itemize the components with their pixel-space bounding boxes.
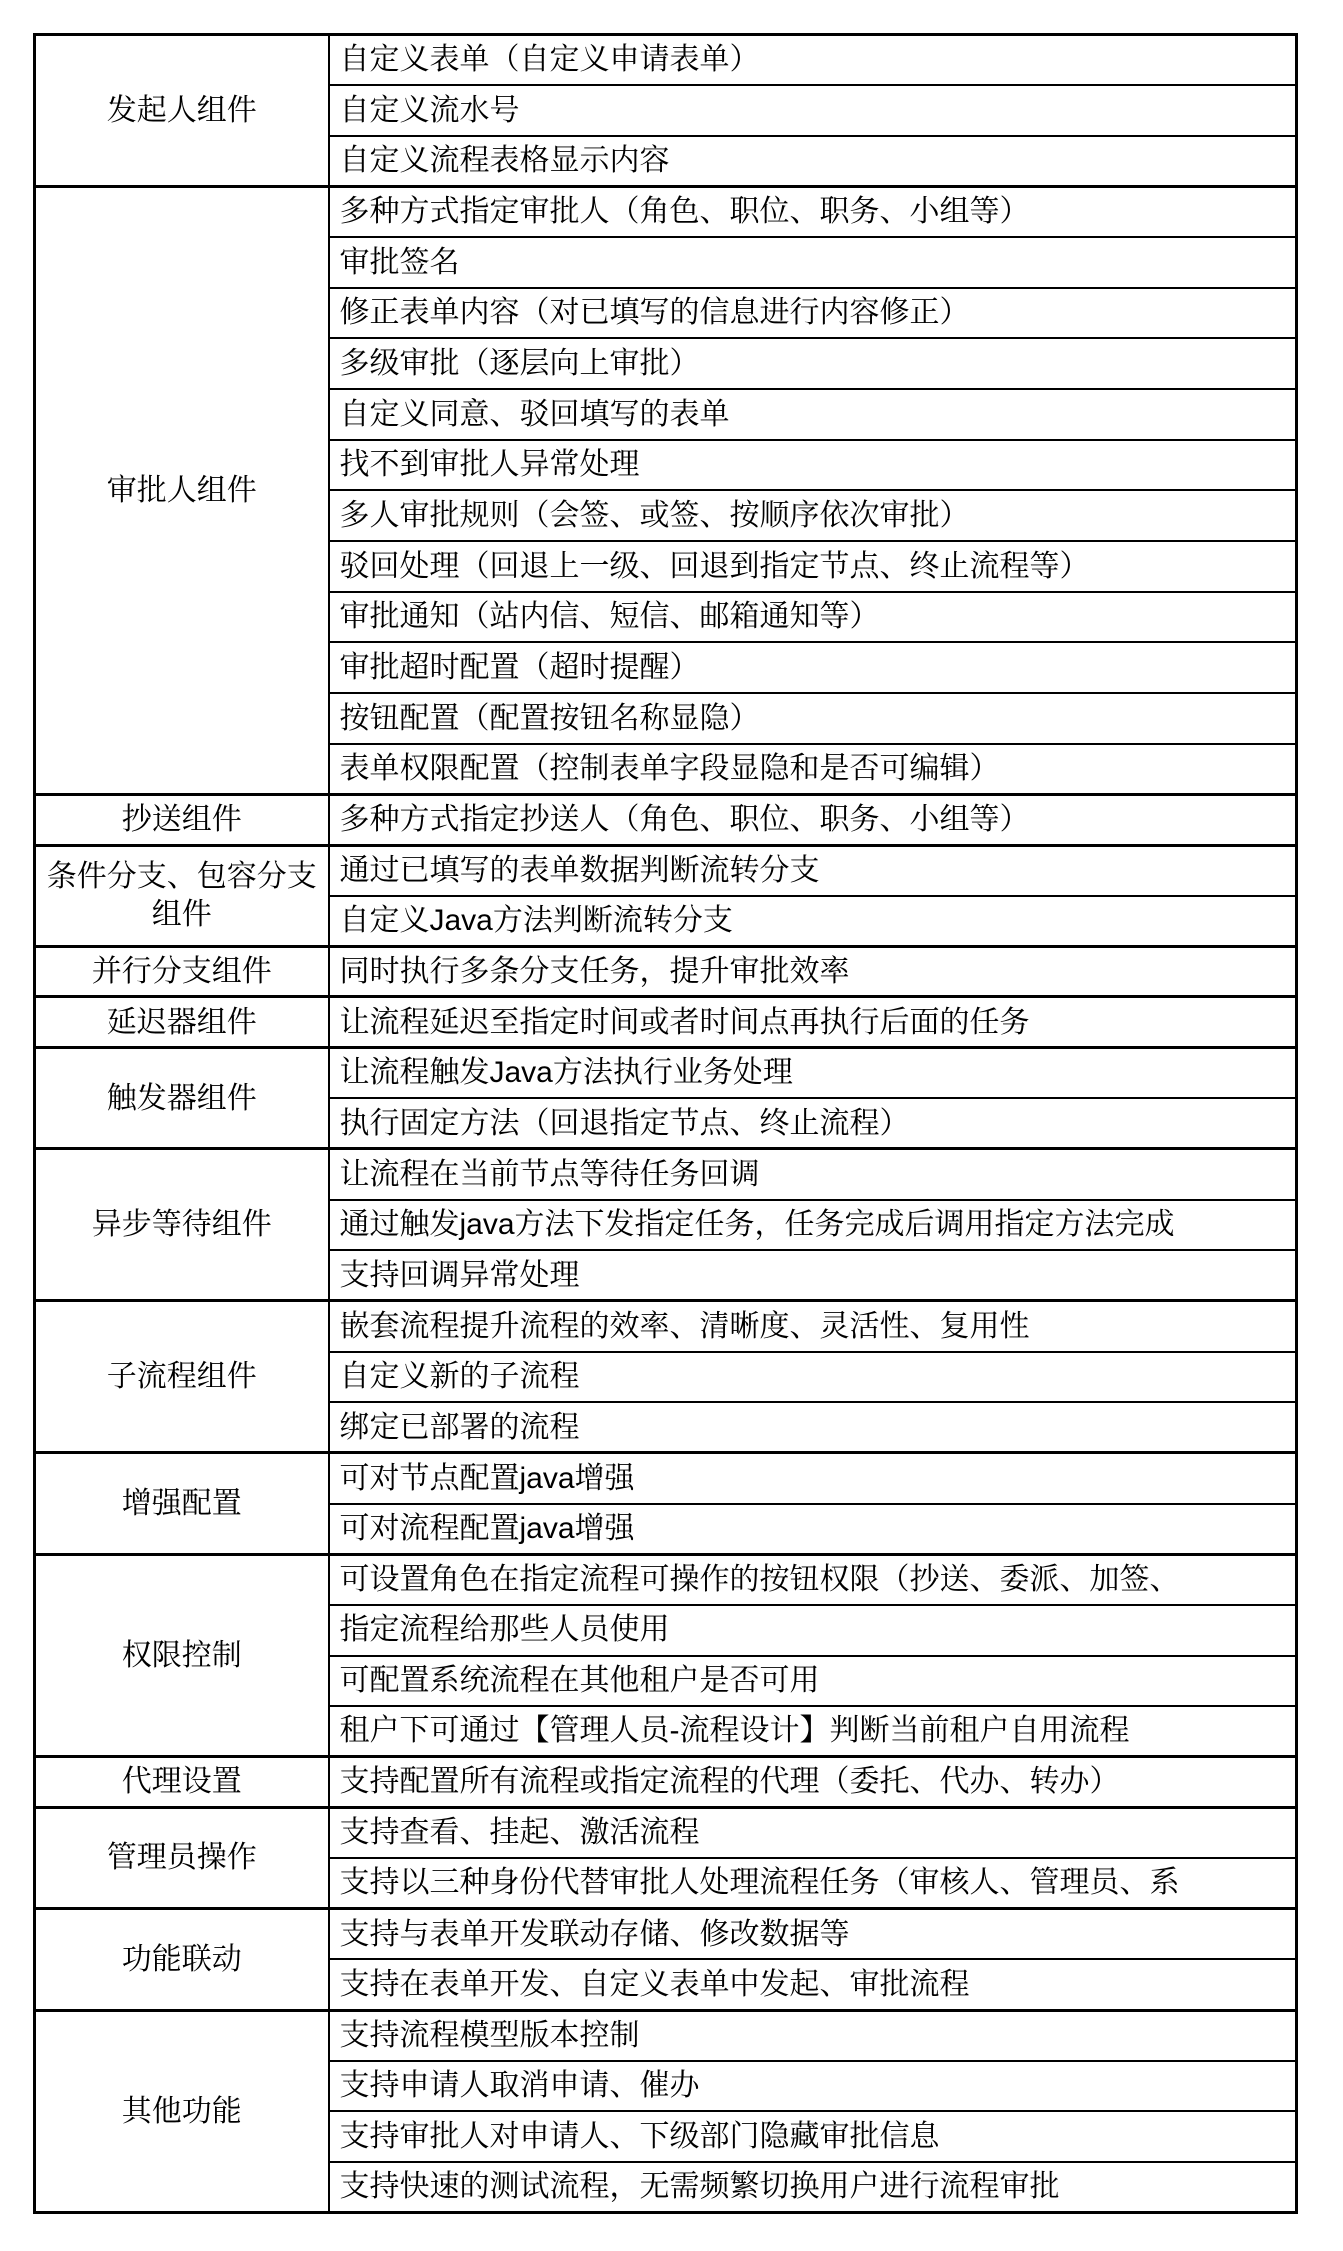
table-row (35, 1301, 1297, 1352)
group-label-delayer: 延迟器组件 (35, 997, 329, 1048)
group-label-other-features: 其他功能 (35, 2010, 329, 2213)
table-row (35, 845, 1297, 896)
feature-cell: 找不到审批人异常处理 (329, 440, 1297, 491)
feature-cell: 同时执行多条分支任务，提升审批效率 (329, 946, 1297, 997)
feature-cell: 审批通知（站内信、短信、邮箱通知等） (329, 592, 1297, 643)
feature-cell: 驳回处理（回退上一级、回退到指定节点、终止流程等） (329, 541, 1297, 592)
group-label-proxy-settings: 代理设置 (35, 1757, 329, 1808)
group-label-initiator: 发起人组件 (35, 35, 329, 187)
table-row (35, 1554, 1297, 1605)
table-row (35, 1048, 1297, 1099)
feature-cell: 自定义流水号 (329, 85, 1297, 136)
feature-cell: 让流程在当前节点等待任务回调 (329, 1149, 1297, 1200)
feature-cell: 可配置系统流程在其他租户是否可用 (329, 1656, 1297, 1707)
feature-cell: 按钮配置（配置按钮名称显隐） (329, 693, 1297, 744)
feature-cell: 可对流程配置java增强 (329, 1504, 1297, 1555)
group-label-admin-operations: 管理员操作 (35, 1807, 329, 1908)
group-label-parallel-branch: 并行分支组件 (35, 946, 329, 997)
feature-cell: 绑定已部署的流程 (329, 1402, 1297, 1453)
feature-cell: 支持与表单开发联动存储、修改数据等 (329, 1909, 1297, 1960)
feature-cell: 审批签名 (329, 237, 1297, 288)
table-row (35, 1149, 1297, 1200)
feature-cell: 支持流程模型版本控制 (329, 2010, 1297, 2061)
feature-cell: 让流程延迟至指定时间或者时间点再执行后面的任务 (329, 997, 1297, 1048)
feature-cell: 多种方式指定抄送人（角色、职位、职务、小组等） (329, 794, 1297, 845)
table-row (35, 35, 1297, 86)
group-label-enhancement-config: 增强配置 (35, 1453, 329, 1554)
feature-cell: 指定流程给那些人员使用 (329, 1605, 1297, 1656)
table-row (35, 2010, 1297, 2061)
table-row (35, 1909, 1297, 1960)
table-row (35, 1453, 1297, 1504)
feature-cell: 让流程触发Java方法执行业务处理 (329, 1048, 1297, 1099)
table-row (35, 794, 1297, 845)
table-row (35, 946, 1297, 997)
feature-cell: 多人审批规则（会签、或签、按顺序依次审批） (329, 490, 1297, 541)
feature-cell: 支持审批人对申请人、下级部门隐藏审批信息 (329, 2111, 1297, 2162)
feature-cell: 自定义流程表格显示内容 (329, 136, 1297, 187)
feature-cell: 自定义新的子流程 (329, 1352, 1297, 1403)
group-label-permission-control: 权限控制 (35, 1554, 329, 1757)
group-label-subprocess: 子流程组件 (35, 1301, 329, 1453)
group-label-condition-branch: 条件分支、包容分支组件 (35, 845, 329, 946)
table-row (35, 997, 1297, 1048)
group-label-async-wait: 异步等待组件 (35, 1149, 329, 1301)
feature-cell: 可设置角色在指定流程可操作的按钮权限（抄送、委派、加签、 (329, 1554, 1297, 1605)
feature-cell: 修正表单内容（对已填写的信息进行内容修正） (329, 288, 1297, 339)
feature-cell: 支持以三种身份代替审批人处理流程任务（审核人、管理员、系 (329, 1858, 1297, 1909)
table-row (35, 1807, 1297, 1858)
feature-cell: 嵌套流程提升流程的效率、清晰度、灵活性、复用性 (329, 1301, 1297, 1352)
feature-cell: 通过已填写的表单数据判断流转分支 (329, 845, 1297, 896)
feature-cell: 审批超时配置（超时提醒） (329, 642, 1297, 693)
feature-cell: 执行固定方法（回退指定节点、终止流程） (329, 1098, 1297, 1149)
feature-cell: 支持查看、挂起、激活流程 (329, 1807, 1297, 1858)
group-label-approver: 审批人组件 (35, 186, 329, 794)
feature-cell: 多种方式指定审批人（角色、职位、职务、小组等） (329, 186, 1297, 237)
feature-cell: 自定义同意、驳回填写的表单 (329, 389, 1297, 440)
feature-cell: 支持在表单开发、自定义表单中发起、审批流程 (329, 1959, 1297, 2010)
feature-cell: 自定义Java方法判断流转分支 (329, 896, 1297, 947)
feature-cell: 多级审批（逐层向上审批） (329, 338, 1297, 389)
feature-cell: 支持快速的测试流程，无需频繁切换用户进行流程审批 (329, 2162, 1297, 2213)
feature-cell: 表单权限配置（控制表单字段显隐和是否可编辑） (329, 744, 1297, 795)
table-row (35, 186, 1297, 237)
group-label-cc: 抄送组件 (35, 794, 329, 845)
feature-table (33, 33, 1298, 2214)
feature-cell: 可对节点配置java增强 (329, 1453, 1297, 1504)
group-label-function-linkage: 功能联动 (35, 1909, 329, 2010)
table-row (35, 1757, 1297, 1808)
feature-cell: 租户下可通过【管理人员-流程设计】判断当前租户自用流程 (329, 1706, 1297, 1757)
group-label-trigger: 触发器组件 (35, 1048, 329, 1149)
feature-cell: 支持配置所有流程或指定流程的代理（委托、代办、转办） (329, 1757, 1297, 1808)
feature-cell: 支持回调异常处理 (329, 1250, 1297, 1301)
feature-cell: 通过触发java方法下发指定任务，任务完成后调用指定方法完成 (329, 1200, 1297, 1251)
feature-cell: 支持申请人取消申请、催办 (329, 2061, 1297, 2112)
feature-cell: 自定义表单（自定义申请表单） (329, 35, 1297, 86)
